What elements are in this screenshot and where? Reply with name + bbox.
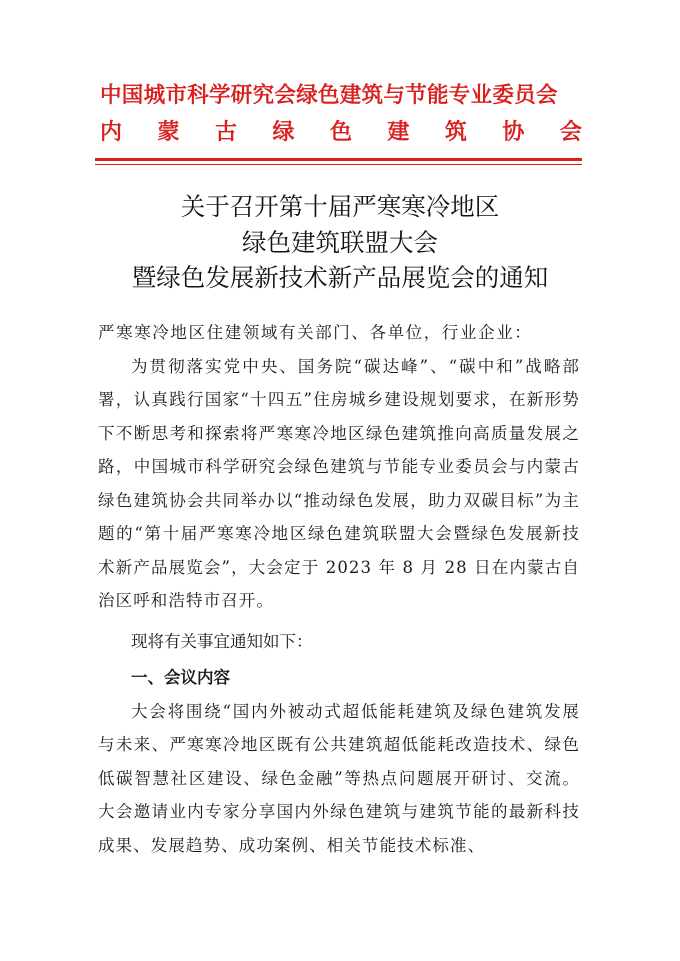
divider-thin	[95, 164, 582, 165]
paragraph-content: 大会将围绕“国内外被动式超低能耗建筑及绿色建筑发展与未来、严寒寒冷地区既有公共建筑超低能耗改造技术、绿色低碳智慧社区建设、绿色金融”等热点问题展开研讨、交流。大会邀请业内专家分享国内外绿色建筑与建筑节能的最新科技成果、发展趋势、成功案例、相关节能技术标准、	[98, 701, 580, 855]
title-line-2: 绿色建筑联盟大会	[242, 227, 438, 257]
notice-line: 现将有关事宜通知如下：	[131, 631, 313, 651]
org-char: 协	[502, 119, 525, 145]
org-char: 色	[329, 119, 352, 145]
org-char: 内	[100, 119, 123, 145]
org-char: 筑	[444, 119, 467, 145]
document-body	[98, 316, 580, 862]
paragraph-intro: 为贯彻落实党中央、国务院“碳达峰”、“碳中和”战略部署，认真践行国家“十四五”住房城乡建设规划要求，在新形势下不断思考和探索将严寒寒冷地区绿色建筑推向高质量发展之路，中国城市科学研究会绿色建筑与节能专业委员会与内蒙古绿色建筑协会共同举办以“推动绿色发展，助力双碳目标”为主题的“第十届严寒寒冷地区绿色建筑联盟大会暨绿色发展新技术新产品展览会”，大会定于 2023 年 8 月 28 日在内蒙古自治区呼和浩特市召开。	[98, 356, 580, 610]
letterhead	[100, 78, 582, 150]
title-line-3: 暨绿色发展新技术新产品展览会的通知	[131, 263, 549, 292]
document-title	[0, 189, 680, 296]
org-char: 古	[214, 119, 237, 145]
org-char: 蒙	[157, 119, 180, 145]
salutation: 严寒寒冷地区住建领域有关部门、各单位，行业企业：	[98, 323, 533, 342]
org-char: 会	[559, 119, 582, 145]
section-heading: 一、会议内容	[131, 668, 230, 687]
org-char: 建	[387, 119, 410, 145]
divider-thick	[95, 158, 582, 161]
org-name-secondary	[100, 114, 582, 150]
title-line-1: 关于召开第十届严寒寒冷地区	[180, 192, 500, 221]
org-char: 绿	[272, 119, 295, 145]
letterhead-divider	[95, 158, 582, 165]
org-name-primary: 中国城市科学研究会绿色建筑与节能专业委员会	[100, 83, 558, 108]
